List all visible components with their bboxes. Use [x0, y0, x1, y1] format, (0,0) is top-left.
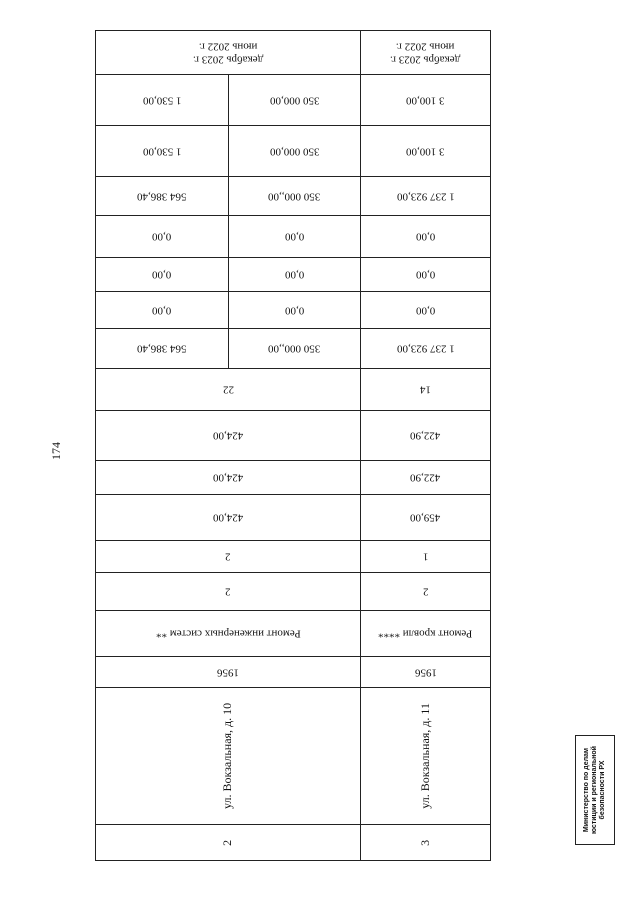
table-cell: 0,00 [229, 258, 361, 292]
table-cell: 2 [96, 573, 361, 611]
table-cell: 424,00 [96, 411, 361, 461]
table-cell: 350 000,,00 [229, 329, 361, 369]
table-cell: 1 530,00 [96, 126, 229, 177]
table-cell: 422,90 [361, 461, 491, 495]
period-end: декабрь 2023 г. [192, 53, 264, 66]
schedule-table [95, 30, 491, 861]
table-cell: 0,00 [229, 216, 361, 258]
table-cell: 0,00 [361, 216, 491, 258]
table-cell: 0,00 [96, 292, 229, 329]
ministry-stamp [575, 735, 615, 845]
table-cell: 424,00 [96, 461, 361, 495]
table-row [96, 573, 491, 611]
table-cell: 350 000,00 [229, 75, 361, 126]
table-row [96, 411, 491, 461]
table-row [96, 825, 491, 861]
table-row [96, 177, 491, 216]
table-cell: 0,00 [229, 292, 361, 329]
period-start: июнь 2022 г. [198, 40, 258, 53]
row-number-cell: 2 [96, 825, 361, 861]
table-cell: 459,00 [361, 495, 491, 541]
table-cell: 0,00 [361, 292, 491, 329]
work-type-cell: Ремонт инженерных систем ** [96, 611, 361, 657]
table-row [96, 258, 491, 292]
table-row [96, 369, 491, 411]
table-cell: 424,00 [96, 495, 361, 541]
table-row [96, 495, 491, 541]
table-cell: 22 [96, 369, 361, 411]
page-number: 174 [49, 442, 63, 460]
year-cell: 1956 [96, 657, 361, 688]
period-start: июнь 2022 г. [396, 40, 455, 53]
table-row [96, 657, 491, 688]
table-cell: 1 237 923,00 [361, 177, 491, 216]
table-cell: 2 [361, 573, 491, 611]
table-cell: 1 530,00 [96, 75, 229, 126]
table-cell: 3 100,00 [361, 126, 491, 177]
year-cell: 1956 [361, 657, 491, 688]
table-row [96, 126, 491, 177]
table-cell: 564 386,40 [96, 177, 229, 216]
table-row [96, 611, 491, 657]
table-cell: 564 386,40 [96, 329, 229, 369]
row-number-cell: 3 [361, 825, 491, 861]
table-cell: 350 000,00 [229, 126, 361, 177]
work-type-cell: Ремонт кровли **** [361, 611, 491, 657]
table-row [96, 541, 491, 573]
table-row [96, 216, 491, 258]
table-cell: 3 100,00 [361, 75, 491, 126]
table-cell: 0,00 [96, 216, 229, 258]
address-cell: ул. Вокзальная, д. 10 [96, 688, 361, 825]
table-cell: 1 237 923,00 [361, 329, 491, 369]
table-cell: 1 [361, 541, 491, 573]
table-row [96, 292, 491, 329]
table-cell: 2 [96, 541, 361, 573]
table-cell: 350 000,,00 [229, 177, 361, 216]
table-cell: 0,00 [361, 258, 491, 292]
table-cell: 14 [361, 369, 491, 411]
table-row [96, 329, 491, 369]
table-row [96, 75, 491, 126]
stamp-text: Министерство по делам юстиции и региональной безопасности РХ [582, 746, 607, 834]
table-row [96, 461, 491, 495]
period-cell [96, 31, 361, 75]
period-cell [361, 31, 491, 75]
table-row [96, 31, 491, 75]
table-cell: 0,00 [96, 258, 229, 292]
address-cell: ул. Вокзальная, д. 11 [361, 688, 491, 825]
table-row [96, 688, 491, 825]
table-cell: 422,90 [361, 411, 491, 461]
period-end: декабрь 2023 г. [390, 53, 461, 66]
